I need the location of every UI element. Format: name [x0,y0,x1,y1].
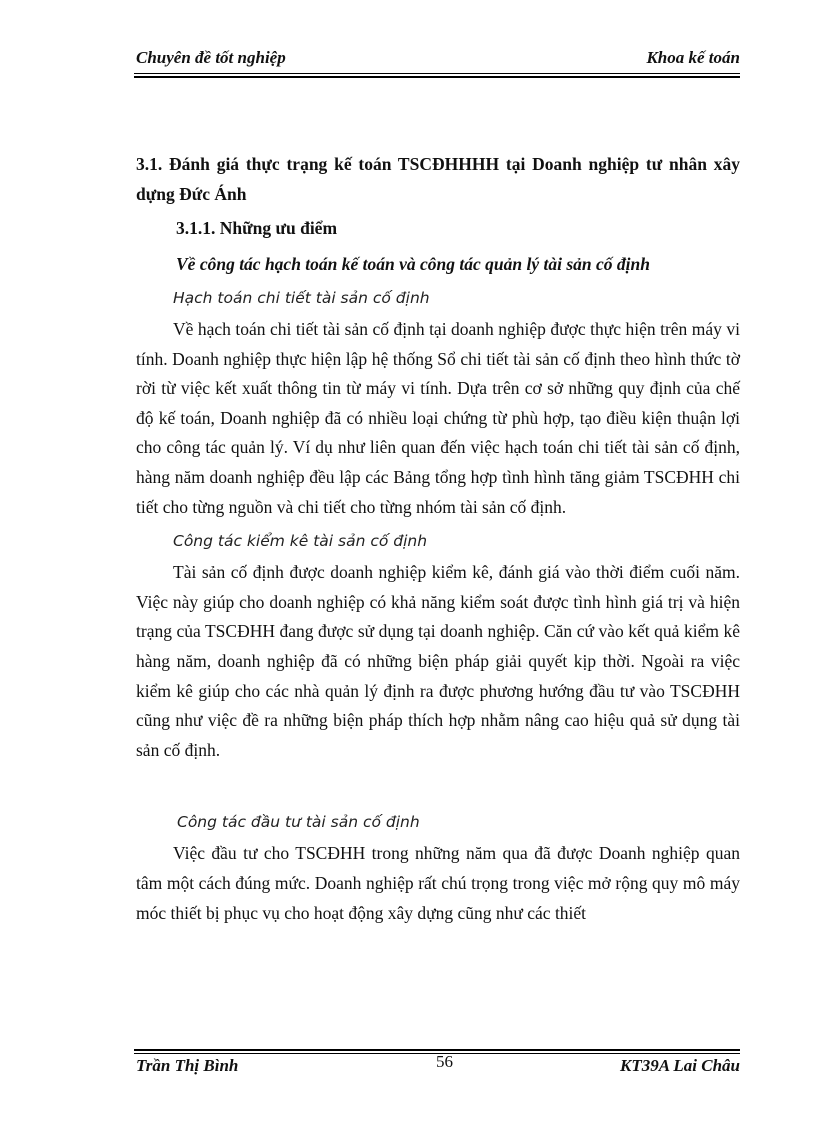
page-number: 56 [436,1052,453,1071]
detail-accounting-paragraph: Về hạch toán chi tiết tài sản cố định tại doanh nghiệp được thực hiện trên máy vi tính. Doanh nghiệp thực hiện lập hệ thống Sổ chi tiết tài sản cố định theo hình thức tờ rời từ việc kết xuất thông tin từ máy vi tính. Dựa trên cơ sở những quy định của chế độ kế toán, Doanh nghiệp đã có nhiều loại chứng từ phù hợp, tạo điều kiện thuận lợi cho công tác quản lý. Ví dụ như liên quan đến việc hạch toán chi tiết tài sản cố định, hàng năm doanh nghiệp đều lập các Bảng tổng hợp tình hình tăng giảm TSCĐHH chi tiết cho từng nguồn và chi tiết cho từng nhóm tài sản cố định. [136,319,740,517]
header-rule-thin [134,73,740,74]
footer-author: Trần Thị Bình [136,1056,239,1075]
header-right-text: Khoa kế toán [646,48,740,67]
inventory-heading: Công tác kiểm kê tài sản cố định [173,532,428,551]
section-title: 3.1. Đánh giá thực trạng kế toán TSCĐHHHH tại Doanh nghiệp tư nhân xây dựng Đức Ánh [136,154,740,204]
page-header [136,48,740,72]
paragraph-gap [136,765,740,803]
page-footer [136,1054,740,1080]
topic-title: Về công tác hạch toán kế toán và công tác quản lý tài sản cố định [176,254,650,274]
inventory-paragraph: Tài sản cố định được doanh nghiệp kiểm kê, đánh giá vào thời điểm cuối năm. Việc này giúp cho doanh nghiệp có khả năng kiểm soát được tình hình giá trị và hiện trạng của TSCĐHH đang được sử dụng tại doanh nghiệp. Căn cứ vào kết quả kiểm kê hàng năm, doanh nghiệp đã có những biện pháp giải quyết kịp thời. Ngoài ra việc kiểm kê giúp cho các nhà quản lý định ra được phương hướng đầu tư vào TSCĐHH cũng như việc đề ra những biện pháp thích hợp nhằm nâng cao hiệu quả sử dụng tài sản cố định. [136,562,740,760]
investment-paragraph: Việc đầu tư cho TSCĐHH trong những năm qua đã được Doanh nghiệp quan tâm một cách đúng mức. Doanh nghiệp rất chú trọng trong việc mở rộng quy mô máy móc thiết bị phục vụ cho hoạt động xây dựng cũng như các thiết [136,843,740,923]
page-content [136,149,740,928]
footer-class: KT39A Lai Châu [620,1056,740,1075]
investment-heading: Công tác đầu tư tài sản cố định [177,813,420,832]
header-left-text: Chuyên đề tốt nghiệp [136,48,286,67]
subsection-title: 3.1.1. Những ưu điểm [176,218,338,238]
footer-rule-thick [134,1049,740,1051]
header-rule-thick [134,76,740,78]
detail-accounting-heading: Hạch toán chi tiết tài sản cố định [173,289,430,307]
